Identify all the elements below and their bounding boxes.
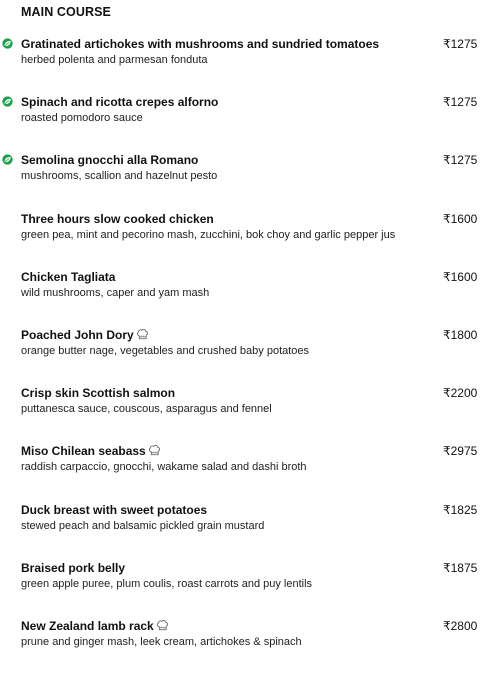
- item-name: [21, 328, 149, 342]
- item-name: [21, 37, 379, 51]
- item-description: prune and ginger mash, leek cream, artichokes & spinach: [21, 636, 302, 648]
- menu-item: [0, 270, 482, 310]
- item-description: orange butter nage, vegetables and crushed baby potatoes: [21, 345, 310, 357]
- item-name-text: Semolina gnocchi alla Romano: [21, 153, 199, 167]
- item-description: green apple puree, plum coulis, roast carrots and puy lentils: [21, 578, 313, 590]
- menu-item: [0, 386, 482, 426]
- item-name-text: Three hours slow cooked chicken: [21, 212, 214, 226]
- item-price: ₹1600: [443, 270, 478, 284]
- section-title: MAIN COURSE: [21, 5, 111, 19]
- item-description: puttanesca sauce, couscous, asparagus and fennel: [21, 403, 272, 415]
- menu-item: [0, 561, 482, 601]
- item-price: ₹1600: [443, 212, 478, 226]
- menu-item: [0, 503, 482, 543]
- item-name-text: Gratinated artichokes with mushrooms and sundried tomatoes: [21, 37, 380, 51]
- menu-item: [0, 444, 482, 484]
- menu-item: [0, 619, 482, 659]
- item-name-text: New Zealand lamb rack: [21, 619, 154, 633]
- item-description: raddish carpaccio, gnocchi, wakame salad and dashi broth: [21, 461, 307, 473]
- item-price: ₹2975: [443, 444, 478, 458]
- item-name: [21, 503, 207, 517]
- item-name: [21, 619, 169, 633]
- item-name-text: Crisp skin Scottish salmon: [21, 386, 176, 400]
- chef-hat-icon: [156, 619, 169, 631]
- item-description: herbed polenta and parmesan fonduta: [21, 54, 208, 66]
- item-price: ₹2200: [443, 386, 478, 400]
- item-price: ₹1275: [443, 95, 478, 109]
- item-name-text: Spinach and ricotta crepes alforno: [21, 95, 219, 109]
- menu-item: [0, 153, 482, 193]
- item-name: [21, 386, 175, 400]
- veg-leaf-icon: [2, 96, 13, 107]
- veg-leaf-icon: [2, 154, 13, 165]
- item-price: ₹1825: [443, 503, 478, 517]
- item-price: ₹1275: [443, 153, 478, 167]
- item-name-text: Miso Chilean seabass: [21, 444, 146, 458]
- item-description: green pea, mint and pecorino mash, zucchini, bok choy and garlic pepper jus: [21, 229, 396, 241]
- item-name-text: Chicken Tagliata: [21, 270, 116, 284]
- menu-item: [0, 37, 482, 77]
- item-description: mushrooms, scallion and hazelnut pesto: [21, 170, 218, 182]
- item-price: ₹1875: [443, 561, 478, 575]
- menu-item: [0, 95, 482, 135]
- item-name: [21, 153, 198, 167]
- item-price: ₹1275: [443, 37, 478, 51]
- item-price: ₹1800: [443, 328, 478, 342]
- menu-item: [0, 328, 482, 368]
- item-description: stewed peach and balsamic pickled grain mustard: [21, 520, 265, 532]
- item-name: [21, 212, 214, 226]
- chef-hat-icon: [148, 444, 161, 456]
- item-name-text: Poached John Dory: [21, 328, 134, 342]
- item-name: [21, 561, 125, 575]
- item-name: [21, 444, 161, 458]
- item-name: [21, 270, 115, 284]
- item-name-text: Duck breast with sweet potatoes: [21, 503, 208, 517]
- item-description: roasted pomodoro sauce: [21, 112, 143, 124]
- item-description: wild mushrooms, caper and yam mash: [21, 287, 210, 299]
- item-name: [21, 95, 218, 109]
- menu-item: [0, 212, 482, 252]
- item-price: ₹2800: [443, 619, 478, 633]
- chef-hat-icon: [136, 328, 149, 340]
- item-name-text: Braised pork belly: [21, 561, 126, 575]
- veg-leaf-icon: [2, 38, 13, 49]
